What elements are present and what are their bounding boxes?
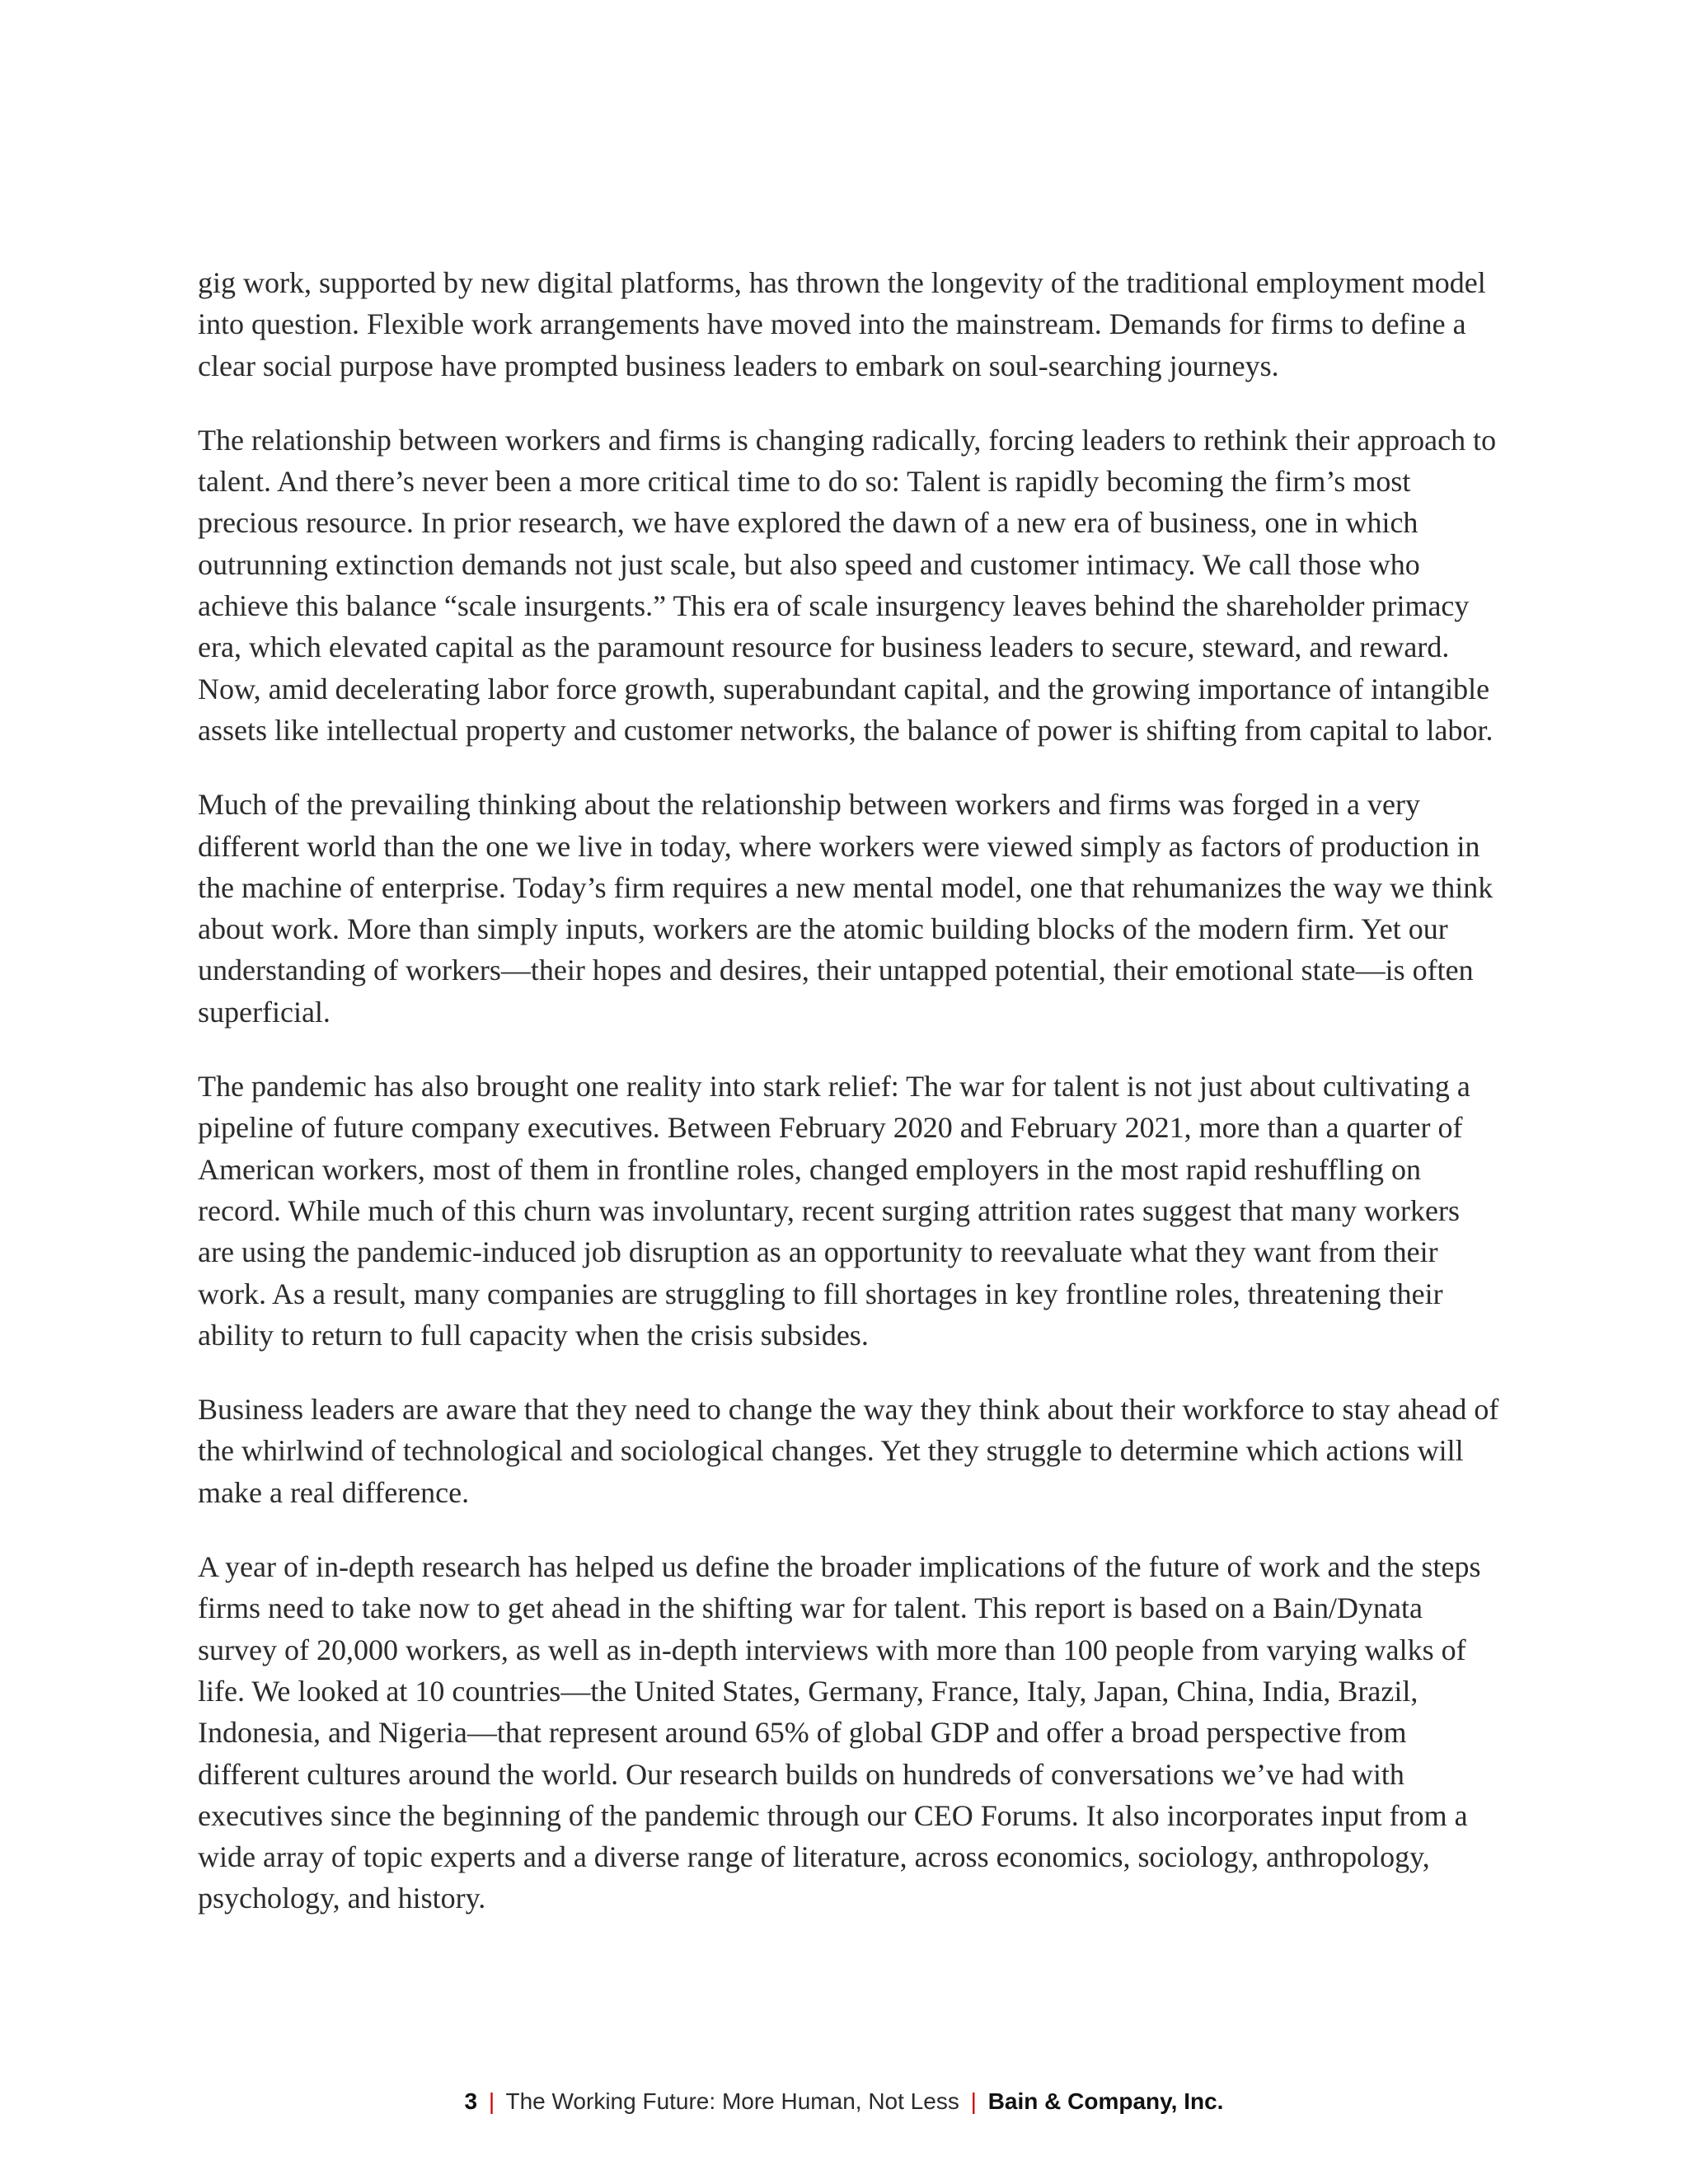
paragraph-1: gig work, supported by new digital platforms, has thrown the longevity of the traditional employment model into question. Flexible work arrangements have moved into the mainstream. Demands for firms to define a clear social purpose have prompted business leaders to embark on soul-searching journeys. — [198, 266, 1486, 382]
paragraph-6: A year of in-depth research has helped us define the broader implications of the future of work and the steps firms need to take now to get ahead in the shifting war for talent. This report is based on a Bain/Dynata survey of 20,000 workers, as well as in-depth interviews with more than 100 people from varying walks of life. We looked at 10 countries—the United States, Germany, France, Italy, Japan, China, India, Brazil, Indonesia, and Nigeria—that represent around 65% of global GDP and offer a broad perspective from different cultures around the world. Our research builds on hundreds of conversations we’ve had with executives since the beginning of the pandemic through our CEO Forums. It also incorporates input from a wide array of topic experts and a diverse range of literature, across economics, sociology, anthropology, psychology, and history. — [198, 1550, 1481, 1915]
paragraph-4: The pandemic has also brought one reality into stark relief: The war for talent is not just about cultivating a pipeline of future company executives. Between February 2020 and February 2021, more than a quarter of American workers, most of them in frontline roles, changed employers in the most rapid reshuffling on record. While much of this churn was involuntary, recent surging attrition rates suggest that many workers are using the pandemic-induced job disruption as an opportunity to reevaluate what they want from their work. As a result, many companies are struggling to fill shortages in key frontline roles, threatening their ability to return to full capacity when the crisis subsides. — [198, 1070, 1470, 1352]
footer-separator-1: | — [488, 2088, 495, 2114]
report-title: The Working Future: More Human, Not Less — [505, 2088, 959, 2114]
page-footer — [0, 2088, 1688, 2115]
company-name: Bain & Company, Inc. — [987, 2088, 1224, 2114]
paragraph-5: Business leaders are aware that they need to change the way they think about their workforce to stay ahead of the whirlwind of technological and sociological changes. Yet they struggle to determine which actions will make a real difference. — [198, 1393, 1499, 1509]
footer-separator-2: | — [970, 2088, 977, 2114]
page-number: 3 — [464, 2088, 478, 2114]
paragraph-2: The relationship between workers and firms is changing radically, forcing leaders to rethink their approach to talent. And there’s never been a more critical time to do so: Talent is rapidly becoming the firm’s most precious resource. In prior research, we have explored the dawn of a new era of business, one in which outrunning extinction demands not just scale, but also speed and customer intimacy. We call those who achieve this balance “scale insurgents.” This era of scale insurgency leaves behind the shareholder primacy era, which elevated capital as the paramount resource for business leaders to secure, steward, and reward. Now, amid decelerating labor force growth, superabundant capital, and the growing importance of intangible assets like intellectual property and customer networks, the balance of power is shifting from capital to labor. — [198, 423, 1497, 747]
body-text — [198, 262, 1500, 1952]
paragraph-3: Much of the prevailing thinking about the relationship between workers and firms was forged in a very different world than the one we live in today, where workers were viewed simply as factors of production in the machine of enterprise. Today’s firm requires a new mental model, one that rehumanizes the way we think about work. More than simply inputs, workers are the atomic building blocks of the modern firm. Yet our understanding of workers—their hopes and desires, their untapped potential, their emotional state—is often superficial. — [198, 788, 1493, 1029]
